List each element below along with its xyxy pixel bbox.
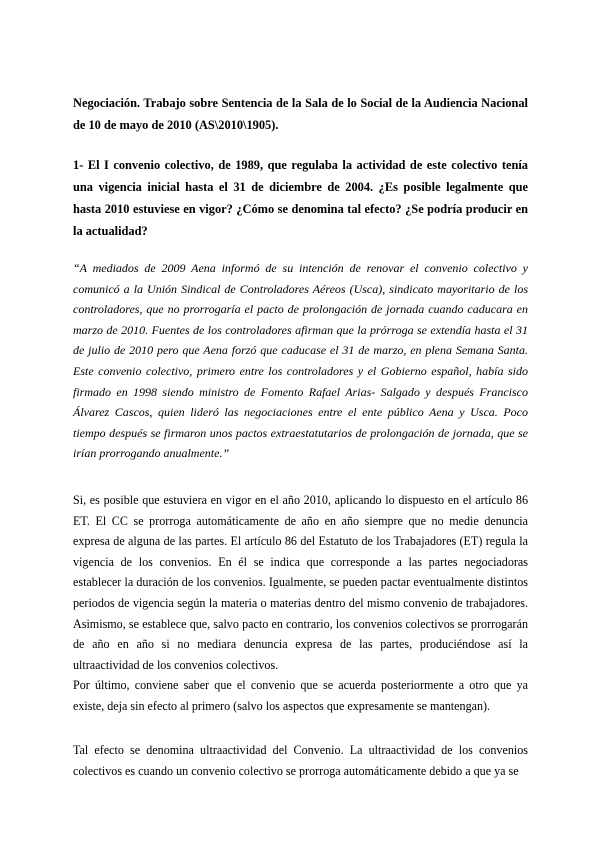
question-heading: 1- El I convenio colectivo, de 1989, que regulaba la actividad de este colectivo tenía una vigencia inicial hasta el 31 de diciembre de 2004. ¿Es posible legalmente que hasta 2010 estuviese en vigor? ¿Cómo se denomina tal efecto? ¿Se podría producir en la actualidad?	[73, 158, 528, 238]
answer-paragraph: Si, es posible que estuviera en vigor en el año 2010, aplicando lo dispuesto en el artículo 86 ET. El CC se prorroga automáticamente de año en año siempre que no medie denuncia expresa de alguna de las partes. El artículo 86 del Estatuto de los Trabajadores (ET) regula la vigencia de los convenios. En él se indica que corresponde a las partes negociadoras establecer la duración de los convenios. Igualmente, se pueden pactar eventualmente distintos periodos de vigencia según la materia o materias dentro del mismo convenio de trabajadores. Asimismo, se establece que, salvo pacto en contrario, los convenios colectivos se prorrogarán de año en año si no mediara denuncia expresa de las partes, produciéndose así la ultraactividad de los convenios colectivos.	[73, 493, 528, 672]
answer-section	[73, 490, 528, 717]
document-title: Negociación. Trabajo sobre Sentencia de la Sala de lo Social de la Audiencia Nacional de 10 de mayo de 2010 (AS\2010\1905).	[73, 96, 528, 132]
answer-paragraph: Por último, conviene saber que el convenio que se acuerda posteriormente a otro que ya existe, deja sin efecto al primero (salvo los aspectos que expresamente se mantengan).	[73, 678, 528, 713]
quoted-excerpt: “A mediados de 2009 Aena informó de su intención de renovar el convenio colectivo y comunicó a la Unión Sindical de Controladores Aéreos (Usca), sindicato mayoritario de los controladores, que no prorrogaría el pacto de prolongación de jornada cuando caducara en marzo de 2010. Fuentes de los controladores afirman que la prórroga se extendía hasta el 31 de julio de 2010 pero que Aena forzó que caducase el 31 de marzo, en plena Semana Santa. Este convenio colectivo, primero entre los controladores y el Gobierno español, había sido firmado en 1998 siendo ministro de Fomento Rafael Arias- Salgado y después Francisco Álvarez Cascos, quien lideró las negociaciones entre el ente público Aena y Usca. Poco tiempo después se firmaron unos pactos extraestatutarios de prolongación de jornada, que se irían prorrogando anualmente.”	[73, 261, 528, 461]
answer-paragraph: Tal efecto se denomina ultraactividad del Convenio. La ultraactividad de los convenios colectivos es cuando un convenio colectivo se prorroga automáticamente debido a que ya se	[73, 743, 528, 778]
